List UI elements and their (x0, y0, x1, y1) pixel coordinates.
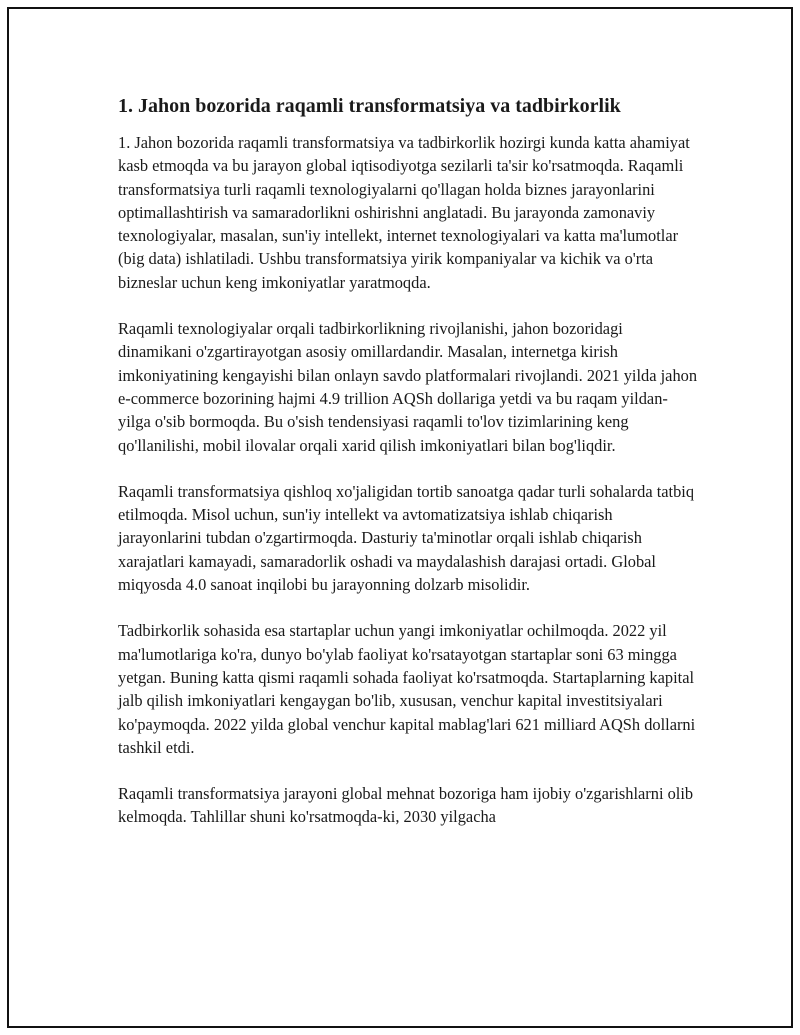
document-title: 1. Jahon bozorida raqamli transformatsiya va tadbirkorlik (118, 95, 621, 117)
paragraph-3: Raqamli transformatsiya qishloq xo'jaligidan tortib sanoatga qadar turli sohalarda tatbiq etilmoqda. Misol uchun, sun'iy intellekt va avtomatizatsiya ishlab chiqarish jarayonlarini tubdan o'zgartirmoqda. Dasturiy ta'minotlar orqali ishlab chiqarish xarajatlari kamayadi, samaradorlik oshadi va maydalashish darajasi ortadi. Global miqyosda 4.0 sanoat inqilobi bu jarayonning dolzarb misolidir. (118, 481, 695, 595)
paragraph-4: Tadbirkorlik sohasida esa startaplar uchun yangi imkoniyatlar ochilmoqda. 2022 yil ma'lumotlariga ko'ra, dunyo bo'ylab faoliyat ko'rsatayotgan startaplar soni 63 mingga yetgan. Buning katta qismi raqamli sohada faoliyat ko'rsatmoqda. Startaplarning kapital jalb qilish imkoniyatlari kengaygan bo'lib, xususan, venchur kapital investitsiyalari ko'paymoqda. 2022 yilda global venchur kapital mablag'lari 621 milliard AQSh dollarni tashkil etdi. (118, 621, 696, 757)
paragraph-2: Raqamli texnologiyalar orqali tadbirkorlikning rivojlanishi, jahon bozoridagi dinamikani o'zgartirayotgan asosiy omillardandir. Masalan, internetga kirish imkoniyatining kengayishi bilan onlayn savdo platformalari rivojlandi. 2021 yilda jahon e-commerce bozorining hajmi 4.9 trillion AQSh dollariga yetdi va bu raqam yildan-yilga o'sib bormoqda. Bu o'sish tendensiyasi raqamli to'lov tizimlarining keng qo'llanilishi, mobil ilovalar orqali xarid qilish imkoniyatlari bilan bog'liqdir. (118, 319, 698, 455)
paragraph-5: Raqamli transformatsiya jarayoni global mehnat bozoriga ham ijobiy o'zgarishlarni olib kelmoqda. Tahlillar shuni ko'rsatmoqda-ki, 2030 yilgacha (118, 784, 694, 827)
paragraph-1: 1. Jahon bozorida raqamli transformatsiya va tadbirkorlik hozirgi kunda katta ahamiyat kasb etmoqda va bu jarayon global iqtisodiyotga sezilarli ta'sir ko'rsatmoqda. Raqamli transformatsiya turli raqamli texnologiyalarni qo'llagan holda biznes jarayonlarini optimallashtirish va samaradorlikni oshirishni anglatadi. Bu jarayonda zamonaviy texnologiyalar, masalan, sun'iy intellekt, internet texnologiyalari va katta ma'lumotlar (big data) ishlatiladi. Ushbu transformatsiya yirik kompaniyalar va kichik va o'rta bizneslar uchun keng imkoniyatlar yaratmoqda. (118, 133, 690, 292)
document-body (118, 92, 698, 852)
